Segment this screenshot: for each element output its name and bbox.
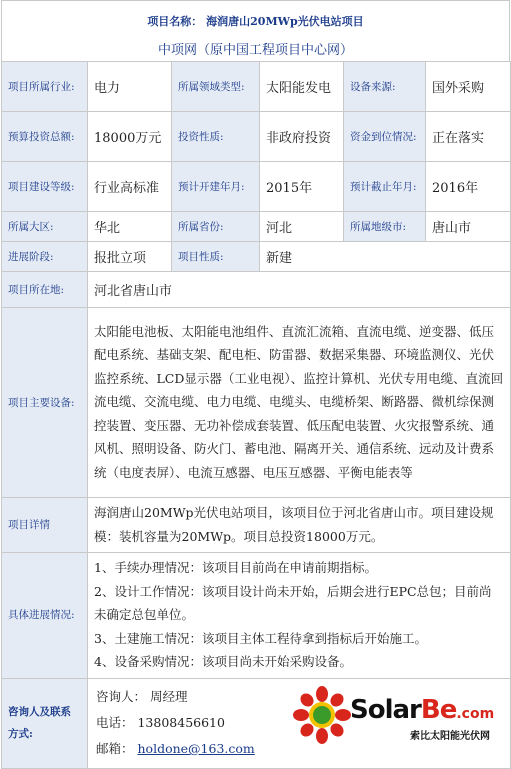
- solarbe-logo: [292, 685, 502, 765]
- field-value: 华北: [88, 212, 172, 242]
- field-value: 唐山市: [426, 212, 511, 242]
- equipment-list: 太阳能电池板、太阳能电池组件、直流汇流箱、直流电缆、逆变器、低压配电系统、基础支架、配电柜、防雷器、数据采集器、环境监测仪、光伏监控系统、LCD显示器（工业电视）、监控计算机、光伏专用电缆、直流回流电缆、交流电缆、电力电缆、电缆头、电缆桥架、断路器、微机综保测控装置、变压器、无功补偿成套装置、低压配电装置、火灾报警系统、通风机、照明设备、防火门、蓄电池、隔离开关、通信系统、远动及计费系统（电度表屏）、电流互感器、电压互感器、平衡电能表等: [88, 308, 511, 498]
- field-value: 2015年: [260, 162, 344, 212]
- field-label: 项目建设等级:: [2, 162, 88, 212]
- field-value: 新建: [260, 242, 511, 272]
- field-label: 预算投资总额:: [2, 112, 88, 162]
- field-label: 预计开建年月:: [172, 162, 260, 212]
- project-title-label: 项目名称：: [147, 15, 203, 28]
- field-value: 行业高标准: [88, 162, 172, 212]
- field-label: 进展阶段:: [2, 242, 88, 272]
- field-value: 18000万元: [88, 112, 172, 162]
- table-row: [2, 212, 511, 242]
- field-label: 所属大区:: [2, 212, 88, 242]
- table-row: [2, 272, 511, 308]
- field-label: 具体进展情况:: [2, 553, 88, 679]
- page-header: [1, 0, 510, 61]
- field-value: 非政府投资: [260, 112, 344, 162]
- field-value: 正在落实: [426, 112, 511, 162]
- progress-item: 4、设备采购情况：该项目尚未开始采购设备。: [94, 654, 352, 669]
- site-name: 中项网（原中国工程项目中心网）: [157, 43, 353, 58]
- field-label: 项目主要设备:: [2, 308, 88, 498]
- field-value: 国外采购: [426, 62, 511, 112]
- progress-detail: [88, 553, 511, 679]
- logo-tagline: 索比太阳能光伏网: [410, 730, 490, 742]
- field-value: 河北: [260, 212, 344, 242]
- project-title-value: 海润唐山20MWp光伏电站项目: [206, 15, 364, 28]
- field-value: 太阳能发电: [260, 62, 344, 112]
- field-label: 项目所在地:: [2, 272, 88, 308]
- project-info-table: [1, 61, 511, 769]
- table-row: [2, 112, 511, 162]
- field-label: 预计截止年月:: [344, 162, 426, 212]
- project-title: [2, 1, 509, 29]
- contact-phone: 电话： 13808456610: [96, 715, 225, 730]
- field-value: 报批立项: [88, 242, 172, 272]
- progress-item: 3、土建施工情况：该项目主体工程待拿到指标后开始施工。: [94, 630, 427, 646]
- project-page: [1, 0, 510, 769]
- field-label: 资金到位情况:: [344, 112, 426, 162]
- field-label: 设备来源:: [344, 62, 426, 112]
- field-label: 项目性质:: [172, 242, 260, 272]
- field-label: 所属地级市:: [344, 212, 426, 242]
- progress-item: 2、设计工作情况：该项目设计尚未开始，后期会进行EPC总包；目前尚未确定总包单位。: [94, 583, 492, 622]
- table-row: [2, 498, 511, 553]
- contact-cell: [88, 678, 511, 768]
- table-row: [2, 308, 511, 498]
- progress-item: 1、手续办理情况：该项目目前尚在申请前期指标。: [94, 560, 377, 575]
- table-row: [2, 553, 511, 679]
- contact-label: 咨询人及联系方式:: [2, 678, 88, 768]
- field-label: 所属省份:: [172, 212, 260, 242]
- project-detail: 海润唐山20MWp光伏电站项目，该项目位于河北省唐山市。项目建设规模：装机容量为20MWp。项目总投资18000万元。: [88, 498, 511, 553]
- table-row: [2, 162, 511, 212]
- email-link[interactable]: holdone@163.com: [137, 741, 255, 756]
- field-value: 2016年: [426, 162, 511, 212]
- field-value: 电力: [88, 62, 172, 112]
- sunflower-icon: [292, 685, 352, 745]
- table-row: [2, 242, 511, 272]
- field-label: 项目详情: [2, 498, 88, 553]
- logo-wordmark: SolarBe.com: [350, 694, 495, 725]
- field-label: 项目所属行业:: [2, 62, 88, 112]
- field-label: 投资性质:: [172, 112, 260, 162]
- field-label: 所属领域类型:: [172, 62, 260, 112]
- contact-person: 咨询人： 周经理: [96, 689, 188, 704]
- table-row: [2, 678, 511, 768]
- table-row: [2, 62, 511, 112]
- email-label: 邮箱：: [96, 741, 134, 756]
- field-value: 河北省唐山市: [88, 272, 511, 308]
